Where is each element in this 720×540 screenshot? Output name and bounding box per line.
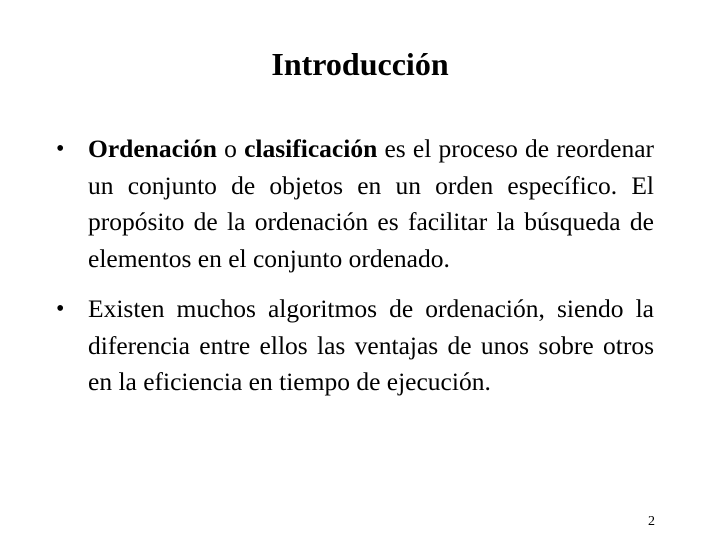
- bullet-item-algorithms: [56, 291, 654, 401]
- term-ordenacion: Ordenación: [88, 134, 217, 163]
- term-clasificacion: clasificación: [244, 134, 378, 163]
- bullet-icon: •: [56, 296, 65, 322]
- definition-text: es el proceso de reordenar un conjunto de objetos en un orden específico. El propósito de la ordenación es facilitar la búsqueda de elementos en el conjunto ordenado.: [88, 134, 655, 273]
- slide-title: Introducción: [271, 46, 449, 82]
- bullet-list: [56, 131, 654, 401]
- bullet-text: Existen muchos algoritmos de ordenación, siendo la diferencia entre ellos las ventajas de unos sobre otros en la eficiencia en tiempo de ejecución.: [88, 294, 654, 396]
- connector-text: o: [216, 134, 245, 163]
- bullet-text: [88, 134, 654, 273]
- bullet-icon: •: [56, 136, 65, 162]
- page-number: 2: [648, 514, 655, 529]
- bullet-item-definition: [56, 131, 654, 277]
